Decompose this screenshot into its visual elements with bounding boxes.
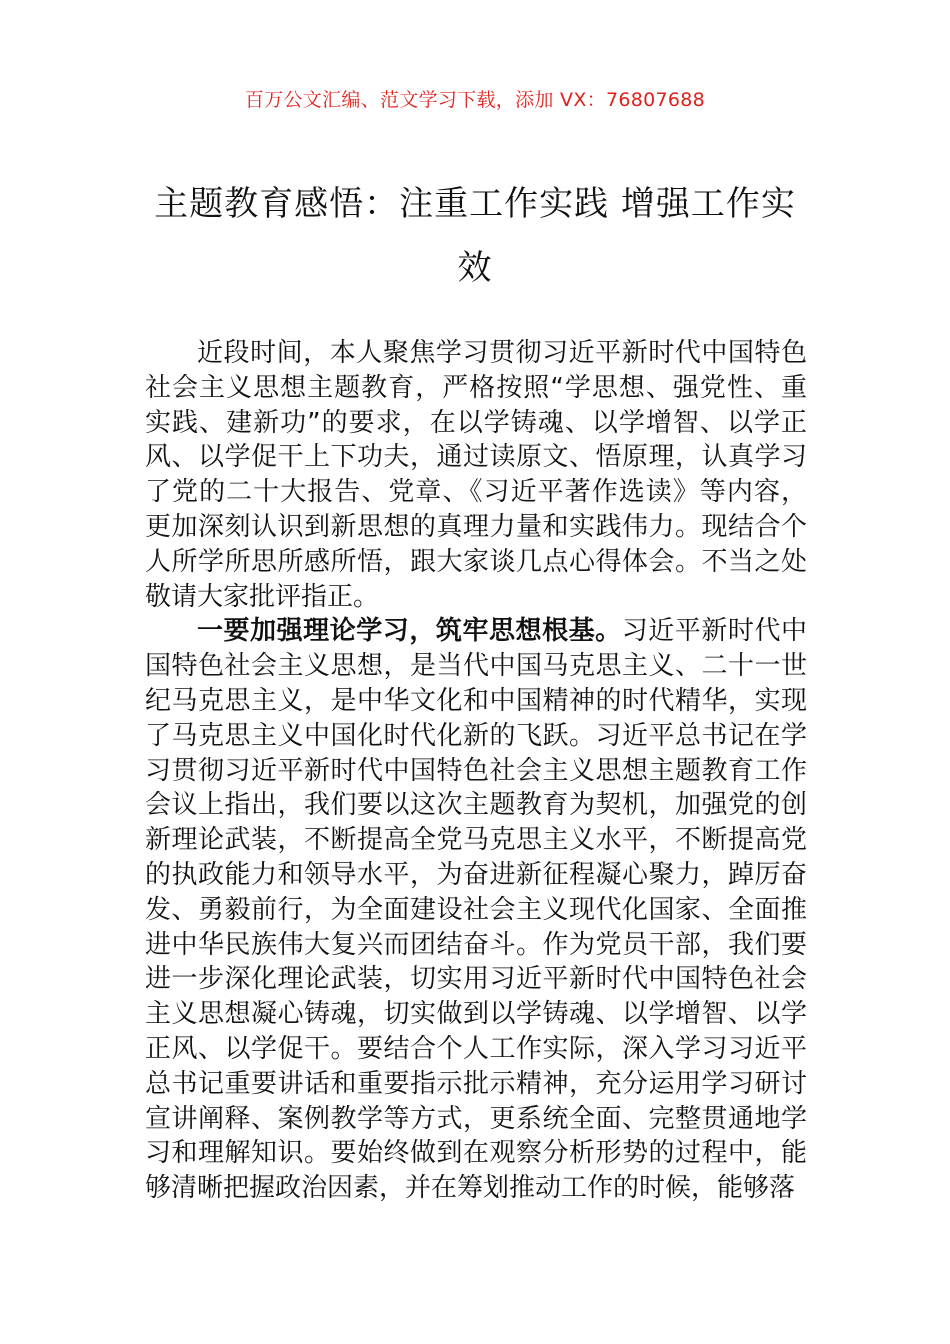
document-title: 主题教育感悟：注重工作实践 增强工作实效 [154,184,796,288]
download-notice: 百万公文汇编、范文学习下载，添加 VX：76807688 [244,89,706,111]
document-body [145,336,807,1206]
paragraph-text: 近段时间，本人聚焦学习贯彻习近平新时代中国特色社会主义思想主题教育，严格按照“学思想、强党性、重实践、建新功”的要求，在以学铸魂、以学增智、以学正风、以学促干上下功夫，通过读原文、悟原理，认真学习了党的二十大报告、党章、《习近平著作选读》等内容，更加深刻认识到新思想的真理力量和实践伟力。现结合个人所学所思所感所悟，跟大家谈几点心得体会。不当之处敬请大家批评指正。 [145,338,807,612]
paragraph-theory-study [145,614,807,1206]
paragraph-heading: 一要加强理论学习，筑牢思想根基。 [197,616,622,647]
paragraph-text: 习近平新时代中国特色社会主义思想，是当代中国马克思主义、二十一世纪马克思主义，是中华文化和中国精神的时代精华，实现了马克思主义中国化时代化新的飞跃。习近平总书记在学习贯彻习近平新时代中国特色社会主义思想主题教育工作会议上指出，我们要以这次主题教育为契机，加强党的创新理论武装，不断提高全党马克思主义水平，不断提高党的执政能力和领导水平，为奋进新征程凝心聚力，踔厉奋发、勇毅前行，为全面建设社会主义现代化国家、全面推进中华民族伟大复兴而团结奋斗。作为党员干部，我们要进一步深化理论武装，切实用习近平新时代中国特色社会主义思想凝心铸魂，切实做到以学铸魂、以学增智、以学正风、以学促干。要结合个人工作实际，深入学习习近平总书记重要讲话和重要指示批示精神，充分运用学习研讨宣讲阐释、案例教学等方式，更系统全面、完整贯通地学习和理解知识。要始终做到在观察分析形势的过程中，能够清晰把握政治因素，并在筹划推动工作的时候，能够落 [145,616,807,1204]
paragraph-intro [145,336,807,614]
